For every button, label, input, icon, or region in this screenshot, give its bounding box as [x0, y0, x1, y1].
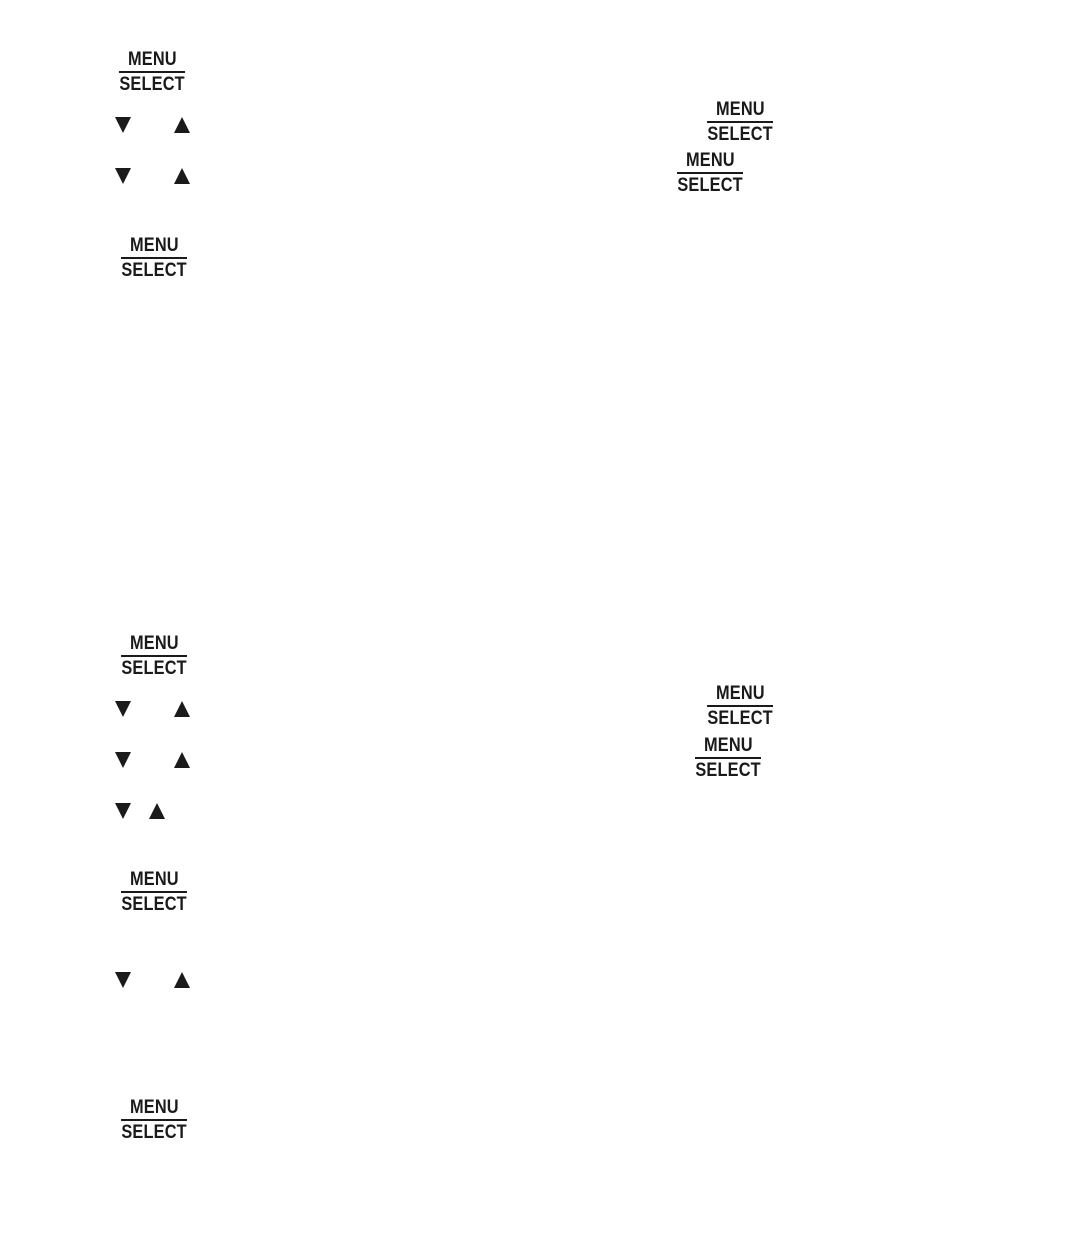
- select-label: SELECT: [695, 759, 761, 781]
- menu-label: MENU: [129, 869, 179, 890]
- menu-select-key-icon: [116, 1098, 192, 1142]
- menu-label: MENU: [715, 683, 765, 704]
- menu-label: MENU: [685, 150, 735, 171]
- menu-label: MENU: [129, 235, 179, 256]
- up-arrow-icon: [173, 971, 191, 989]
- down-arrow-icon: [114, 700, 132, 718]
- menu-select-key-icon: [702, 684, 778, 728]
- menu-select-key-icon: [116, 236, 192, 280]
- down-arrow-icon: [114, 116, 132, 134]
- down-arrow-icon: [114, 751, 132, 769]
- menu-select-key-icon: [702, 100, 778, 144]
- select-label: SELECT: [707, 707, 773, 729]
- select-label: SELECT: [121, 1121, 187, 1143]
- menu-select-key-icon: [672, 151, 748, 195]
- up-arrow-icon: [173, 751, 191, 769]
- up-arrow-icon: [148, 802, 166, 820]
- select-label: SELECT: [121, 893, 187, 915]
- menu-label: MENU: [715, 99, 765, 120]
- select-label: SELECT: [121, 259, 187, 281]
- up-arrow-icon: [173, 116, 191, 134]
- select-label: SELECT: [707, 123, 773, 145]
- menu-select-key-icon: [690, 736, 766, 780]
- up-arrow-icon: [173, 700, 191, 718]
- up-arrow-icon: [173, 167, 191, 185]
- menu-label: MENU: [703, 735, 753, 756]
- select-label: SELECT: [121, 657, 187, 679]
- down-arrow-icon: [114, 971, 132, 989]
- menu-label: MENU: [129, 1097, 179, 1118]
- down-arrow-icon: [114, 167, 132, 185]
- down-arrow-icon: [114, 802, 132, 820]
- select-label: SELECT: [119, 73, 185, 95]
- select-label: SELECT: [677, 174, 743, 196]
- menu-select-key-icon: [116, 634, 192, 678]
- menu-label: MENU: [127, 49, 177, 70]
- menu-select-key-icon: [114, 50, 190, 94]
- menu-label: MENU: [129, 633, 179, 654]
- menu-select-key-icon: [116, 870, 192, 914]
